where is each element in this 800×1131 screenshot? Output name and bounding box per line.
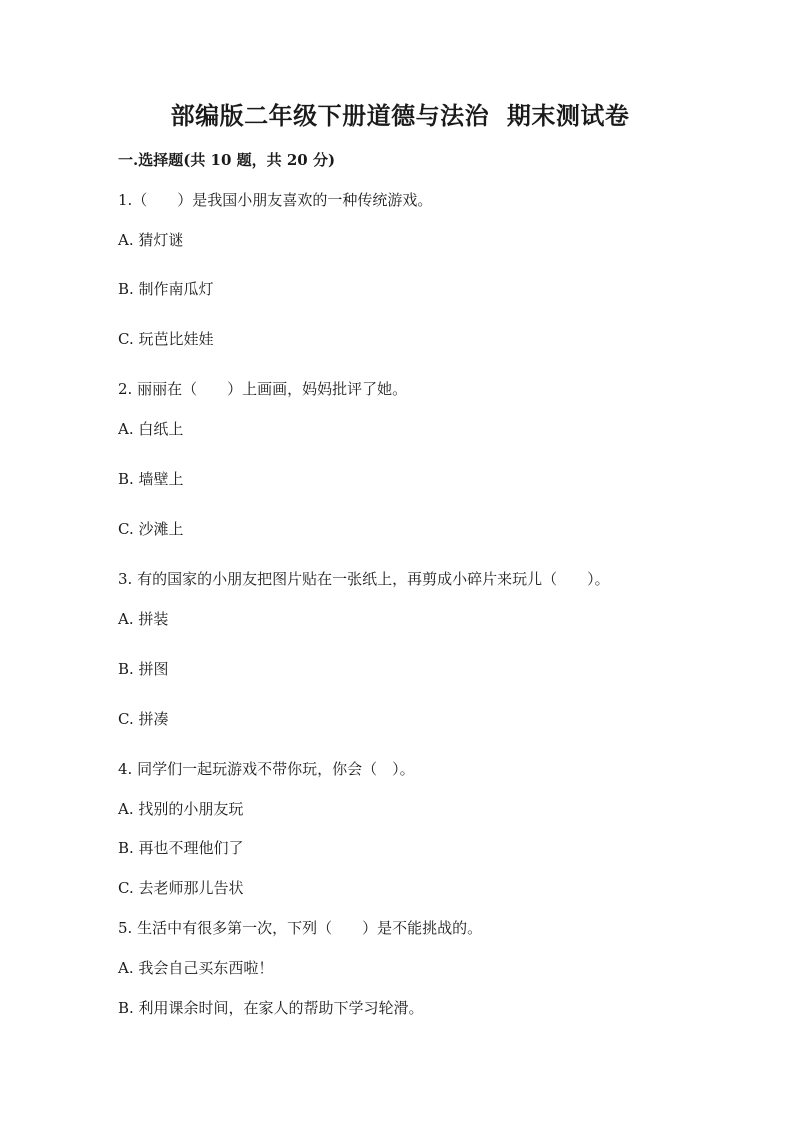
section-heading: 一.选择题(共 10 题，共 20 分): [118, 151, 336, 169]
question-stem-4: 4. 同学们一起玩游戏不带你玩，你会（ ）。: [118, 760, 415, 778]
option-4a: A. 找别的小朋友玩: [118, 800, 244, 818]
option-5b: B. 利用课余时间，在家人的帮助下学习轮滑。: [118, 999, 424, 1017]
option-3a: A. 拼装: [118, 610, 169, 628]
question-stem-3: 3. 有的国家的小朋友把图片贴在一张纸上，再剪成小碎片来玩儿（ ）。: [118, 570, 610, 588]
option-1a: A. 猜灯谜: [118, 231, 184, 249]
option-4c: C. 去老师那儿告状: [118, 879, 244, 897]
question-stem-5: 5. 生活中有很多第一次，下列（ ）是不能挑战的。: [118, 919, 483, 937]
question-stem-2: 2. 丽丽在（ ）上画画，妈妈批评了她。: [118, 380, 408, 398]
option-4b: B. 再也不理他们了: [118, 839, 244, 857]
option-2c: C. 沙滩上: [118, 520, 184, 538]
option-1c: C. 玩芭比娃娃: [118, 330, 214, 348]
option-2b: B. 墙壁上: [118, 470, 184, 488]
option-3c: C. 拼凑: [118, 710, 169, 728]
option-1b: B. 制作南瓜灯: [118, 280, 214, 298]
option-3b: B. 拼图: [118, 660, 169, 678]
option-2a: A. 白纸上: [118, 420, 184, 438]
question-stem-1: 1.（ ）是我国小朋友喜欢的一种传统游戏。: [118, 191, 433, 209]
page-title: 部编版二年级下册道德与法治 期末测试卷: [170, 101, 630, 130]
option-5a: A. 我会自己买东西啦！: [118, 959, 274, 977]
